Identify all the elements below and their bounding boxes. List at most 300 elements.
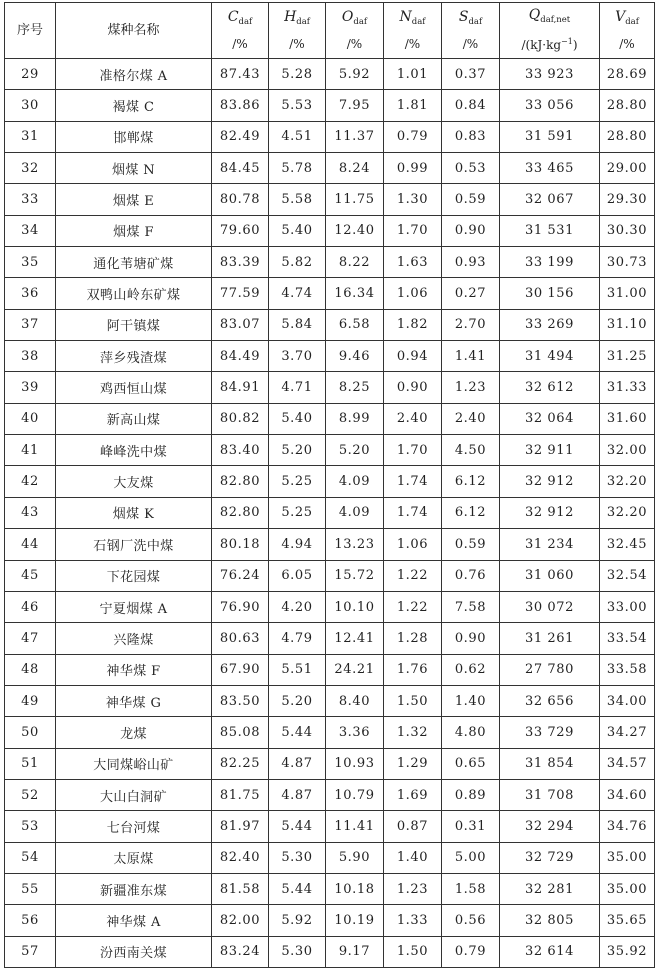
cell-o: 11.37: [326, 121, 384, 152]
cell-c: 81.97: [212, 811, 269, 842]
cell-q: 31 531: [500, 215, 600, 246]
cell-o: 6.58: [326, 309, 384, 340]
header-q-unit-sup: −1: [561, 37, 573, 46]
cell-v: 31.25: [600, 341, 655, 372]
cell-h: 5.30: [269, 842, 326, 873]
cell-q: 30 072: [500, 591, 600, 622]
cell-q: 32 656: [500, 685, 600, 716]
cell-no: 32: [5, 153, 56, 184]
cell-v: 35.65: [600, 905, 655, 936]
cell-v: 28.80: [600, 121, 655, 152]
cell-v: 34.60: [600, 779, 655, 810]
cell-s: 6.12: [442, 497, 500, 528]
cell-h: 4.51: [269, 121, 326, 152]
cell-o: 10.18: [326, 873, 384, 904]
cell-s: 0.84: [442, 90, 500, 121]
cell-h: 5.78: [269, 153, 326, 184]
coal-properties-table: [4, 2, 655, 968]
cell-s: 0.59: [442, 184, 500, 215]
cell-o: 24.21: [326, 654, 384, 685]
cell-no: 54: [5, 842, 56, 873]
cell-q: 33 729: [500, 717, 600, 748]
cell-no: 43: [5, 497, 56, 528]
cell-q: 32 281: [500, 873, 600, 904]
table-row: [5, 497, 655, 528]
cell-name: 双鸭山岭东矿煤: [56, 278, 212, 309]
header-q-subscript: daf,net: [540, 15, 571, 25]
cell-c: 76.90: [212, 591, 269, 622]
cell-c: 79.60: [212, 215, 269, 246]
cell-s: 0.83: [442, 121, 500, 152]
cell-name: 神华煤 G: [56, 685, 212, 716]
cell-o: 12.41: [326, 623, 384, 654]
cell-n: 1.74: [384, 497, 442, 528]
cell-s: 0.37: [442, 59, 500, 90]
cell-name: 通化苇塘矿煤: [56, 247, 212, 278]
cell-c: 84.49: [212, 341, 269, 372]
header-c-subscript: daf: [238, 16, 253, 27]
cell-c: 80.18: [212, 529, 269, 560]
cell-q: 33 056: [500, 90, 600, 121]
header-h-symbol: H: [284, 8, 297, 25]
header-name: 煤种名称: [56, 3, 212, 59]
cell-name: 烟煤 F: [56, 215, 212, 246]
cell-n: 0.87: [384, 811, 442, 842]
cell-no: 42: [5, 466, 56, 497]
cell-name: 邯郸煤: [56, 121, 212, 152]
header-q-unit: [521, 38, 577, 52]
cell-v: 28.80: [600, 90, 655, 121]
cell-v: 31.00: [600, 278, 655, 309]
table-row: [5, 372, 655, 403]
cell-name: 萍乡残渣煤: [56, 341, 212, 372]
cell-c: 67.90: [212, 654, 269, 685]
cell-n: 1.50: [384, 685, 442, 716]
cell-o: 15.72: [326, 560, 384, 591]
cell-name: 神华煤 F: [56, 654, 212, 685]
cell-v: 32.54: [600, 560, 655, 591]
cell-h: 5.84: [269, 309, 326, 340]
table-row: [5, 623, 655, 654]
cell-n: 1.30: [384, 184, 442, 215]
cell-q: 32 294: [500, 811, 600, 842]
cell-q: 30 156: [500, 278, 600, 309]
cell-no: 38: [5, 341, 56, 372]
table-row: [5, 717, 655, 748]
table-row: [5, 466, 655, 497]
cell-h: 5.44: [269, 811, 326, 842]
table-row: [5, 873, 655, 904]
cell-v: 35.00: [600, 873, 655, 904]
cell-no: 45: [5, 560, 56, 591]
header-o-symbol: O: [341, 8, 354, 25]
cell-c: 82.49: [212, 121, 269, 152]
cell-v: 31.33: [600, 372, 655, 403]
cell-no: 51: [5, 748, 56, 779]
cell-s: 0.65: [442, 748, 500, 779]
cell-n: 0.79: [384, 121, 442, 152]
cell-name: 神华煤 A: [56, 905, 212, 936]
cell-s: 0.76: [442, 560, 500, 591]
header-n-subscript: daf: [411, 16, 426, 27]
cell-name: 烟煤 K: [56, 497, 212, 528]
cell-n: 1.22: [384, 560, 442, 591]
cell-q: 33 923: [500, 59, 600, 90]
cell-v: 34.57: [600, 748, 655, 779]
cell-no: 56: [5, 905, 56, 936]
header-s-symbol: S: [458, 8, 469, 25]
cell-name: 宁夏烟煤 A: [56, 591, 212, 622]
header-c-symbol: C: [227, 8, 239, 25]
cell-n: 1.69: [384, 779, 442, 810]
cell-name: 大山白洞矿: [56, 779, 212, 810]
cell-h: 5.28: [269, 59, 326, 90]
cell-o: 10.93: [326, 748, 384, 779]
cell-c: 82.00: [212, 905, 269, 936]
cell-c: 81.75: [212, 779, 269, 810]
cell-no: 47: [5, 623, 56, 654]
cell-v: 31.10: [600, 309, 655, 340]
cell-no: 35: [5, 247, 56, 278]
cell-n: 1.29: [384, 748, 442, 779]
cell-h: 4.20: [269, 591, 326, 622]
header-s-subscript: daf: [468, 16, 483, 27]
cell-v: 32.00: [600, 435, 655, 466]
table-row: [5, 309, 655, 340]
cell-n: 1.50: [384, 936, 442, 967]
cell-s: 0.59: [442, 529, 500, 560]
cell-c: 83.39: [212, 247, 269, 278]
cell-s: 2.70: [442, 309, 500, 340]
cell-name: 准格尔煤 A: [56, 59, 212, 90]
cell-h: 5.44: [269, 717, 326, 748]
cell-name: 褐煤 C: [56, 90, 212, 121]
cell-o: 7.95: [326, 90, 384, 121]
cell-v: 33.54: [600, 623, 655, 654]
cell-c: 83.50: [212, 685, 269, 716]
cell-s: 0.56: [442, 905, 500, 936]
cell-o: 10.79: [326, 779, 384, 810]
cell-name: 汾西南关煤: [56, 936, 212, 967]
cell-v: 29.00: [600, 153, 655, 184]
table-row: [5, 215, 655, 246]
cell-o: 8.40: [326, 685, 384, 716]
cell-q: 32 911: [500, 435, 600, 466]
cell-q: 33 199: [500, 247, 600, 278]
cell-v: 30.30: [600, 215, 655, 246]
cell-no: 41: [5, 435, 56, 466]
cell-q: 31 708: [500, 779, 600, 810]
cell-q: 32 912: [500, 466, 600, 497]
table-row: [5, 529, 655, 560]
table-row: [5, 748, 655, 779]
cell-o: 10.19: [326, 905, 384, 936]
cell-c: 82.25: [212, 748, 269, 779]
cell-v: 29.30: [600, 184, 655, 215]
cell-v: 31.60: [600, 403, 655, 434]
cell-c: 82.40: [212, 842, 269, 873]
cell-h: 5.25: [269, 497, 326, 528]
cell-o: 8.24: [326, 153, 384, 184]
cell-s: 0.53: [442, 153, 500, 184]
cell-v: 32.20: [600, 466, 655, 497]
cell-s: 1.58: [442, 873, 500, 904]
cell-c: 84.91: [212, 372, 269, 403]
cell-n: 1.33: [384, 905, 442, 936]
cell-no: 57: [5, 936, 56, 967]
header-h: [269, 3, 326, 59]
cell-s: 0.62: [442, 654, 500, 685]
cell-n: 1.76: [384, 654, 442, 685]
cell-c: 77.59: [212, 278, 269, 309]
cell-name: 龙煤: [56, 717, 212, 748]
cell-c: 80.78: [212, 184, 269, 215]
cell-n: 1.63: [384, 247, 442, 278]
cell-q: 33 269: [500, 309, 600, 340]
cell-n: 1.22: [384, 591, 442, 622]
cell-q: 32 067: [500, 184, 600, 215]
table-row: [5, 90, 655, 121]
cell-s: 4.50: [442, 435, 500, 466]
cell-h: 4.79: [269, 623, 326, 654]
cell-c: 76.24: [212, 560, 269, 591]
cell-o: 10.10: [326, 591, 384, 622]
table-row: [5, 247, 655, 278]
cell-q: 31 234: [500, 529, 600, 560]
cell-v: 28.69: [600, 59, 655, 90]
header-c: [212, 3, 269, 59]
cell-name: 下花园煤: [56, 560, 212, 591]
cell-h: 4.71: [269, 372, 326, 403]
cell-n: 2.40: [384, 403, 442, 434]
cell-name: 鸡西恒山煤: [56, 372, 212, 403]
cell-o: 12.40: [326, 215, 384, 246]
table-row: [5, 779, 655, 810]
cell-h: 5.58: [269, 184, 326, 215]
header-v-unit: /%: [619, 36, 635, 51]
table-row: [5, 435, 655, 466]
cell-no: 30: [5, 90, 56, 121]
cell-v: 33.00: [600, 591, 655, 622]
cell-name: 大同煤峪山矿: [56, 748, 212, 779]
header-v-symbol: V: [615, 8, 626, 25]
cell-o: 11.75: [326, 184, 384, 215]
cell-o: 8.99: [326, 403, 384, 434]
header-q: [500, 3, 600, 59]
cell-h: 4.87: [269, 748, 326, 779]
cell-no: 36: [5, 278, 56, 309]
cell-h: 5.40: [269, 403, 326, 434]
cell-no: 40: [5, 403, 56, 434]
cell-name: 烟煤 N: [56, 153, 212, 184]
table-row: [5, 591, 655, 622]
cell-o: 11.41: [326, 811, 384, 842]
cell-h: 5.20: [269, 435, 326, 466]
cell-o: 4.09: [326, 497, 384, 528]
cell-o: 8.25: [326, 372, 384, 403]
cell-n: 1.40: [384, 842, 442, 873]
cell-s: 1.23: [442, 372, 500, 403]
cell-s: 4.80: [442, 717, 500, 748]
cell-s: 0.90: [442, 623, 500, 654]
cell-n: 1.81: [384, 90, 442, 121]
cell-h: 5.92: [269, 905, 326, 936]
header-s: [442, 3, 500, 59]
cell-v: 34.76: [600, 811, 655, 842]
cell-q: 33 465: [500, 153, 600, 184]
cell-q: 32 612: [500, 372, 600, 403]
cell-o: 5.90: [326, 842, 384, 873]
cell-name: 七台河煤: [56, 811, 212, 842]
cell-name: 烟煤 E: [56, 184, 212, 215]
header-q-unit-pre: /(kJ·kg: [521, 38, 562, 52]
cell-o: 13.23: [326, 529, 384, 560]
header-v-subscript: daf: [625, 16, 639, 27]
cell-v: 30.73: [600, 247, 655, 278]
table-row: [5, 278, 655, 309]
cell-name: 峰峰洗中煤: [56, 435, 212, 466]
cell-q: 32 614: [500, 936, 600, 967]
cell-s: 0.31: [442, 811, 500, 842]
cell-h: 4.87: [269, 779, 326, 810]
header-o-unit: /%: [346, 36, 363, 51]
table-row: [5, 936, 655, 967]
cell-s: 0.79: [442, 936, 500, 967]
cell-n: 1.82: [384, 309, 442, 340]
cell-c: 82.80: [212, 497, 269, 528]
cell-no: 50: [5, 717, 56, 748]
cell-v: 32.45: [600, 529, 655, 560]
cell-q: 31 261: [500, 623, 600, 654]
table-row: [5, 403, 655, 434]
header-n-unit: /%: [404, 36, 421, 51]
cell-n: 1.06: [384, 529, 442, 560]
cell-s: 0.90: [442, 215, 500, 246]
cell-o: 9.17: [326, 936, 384, 967]
cell-h: 5.82: [269, 247, 326, 278]
header-o-subscript: daf: [353, 16, 368, 27]
cell-h: 5.51: [269, 654, 326, 685]
cell-no: 48: [5, 654, 56, 685]
cell-o: 16.34: [326, 278, 384, 309]
cell-q: 31 854: [500, 748, 600, 779]
cell-no: 52: [5, 779, 56, 810]
header-h-subscript: daf: [296, 16, 310, 27]
cell-no: 37: [5, 309, 56, 340]
header-v: [600, 3, 655, 59]
header-n-symbol: N: [399, 8, 412, 25]
cell-c: 83.86: [212, 90, 269, 121]
cell-o: 3.36: [326, 717, 384, 748]
cell-c: 81.58: [212, 873, 269, 904]
cell-c: 83.24: [212, 936, 269, 967]
cell-n: 1.28: [384, 623, 442, 654]
cell-n: 1.23: [384, 873, 442, 904]
cell-v: 33.58: [600, 654, 655, 685]
cell-h: 6.05: [269, 560, 326, 591]
cell-s: 0.89: [442, 779, 500, 810]
cell-q: 32 064: [500, 403, 600, 434]
header-row: [5, 3, 655, 59]
cell-no: 34: [5, 215, 56, 246]
cell-n: 1.32: [384, 717, 442, 748]
cell-no: 39: [5, 372, 56, 403]
cell-c: 82.80: [212, 466, 269, 497]
header-o: [326, 3, 384, 59]
cell-h: 5.25: [269, 466, 326, 497]
header-q-symbol: Q: [528, 7, 541, 23]
cell-name: 石钢厂洗中煤: [56, 529, 212, 560]
cell-h: 5.44: [269, 873, 326, 904]
cell-no: 53: [5, 811, 56, 842]
cell-h: 4.94: [269, 529, 326, 560]
cell-h: 5.20: [269, 685, 326, 716]
cell-name: 太原煤: [56, 842, 212, 873]
cell-s: 6.12: [442, 466, 500, 497]
cell-name: 阿干镇煤: [56, 309, 212, 340]
cell-s: 7.58: [442, 591, 500, 622]
table-row: [5, 560, 655, 591]
header-no: 序号: [5, 3, 56, 59]
cell-v: 35.92: [600, 936, 655, 967]
cell-c: 80.63: [212, 623, 269, 654]
table-row: [5, 811, 655, 842]
cell-h: 3.70: [269, 341, 326, 372]
cell-o: 4.09: [326, 466, 384, 497]
cell-n: 1.01: [384, 59, 442, 90]
cell-o: 9.46: [326, 341, 384, 372]
table-row: [5, 59, 655, 90]
table-row: [5, 842, 655, 873]
cell-c: 80.82: [212, 403, 269, 434]
table-body: [5, 59, 655, 968]
cell-name: 大友煤: [56, 466, 212, 497]
cell-q: 27 780: [500, 654, 600, 685]
header-h-unit: /%: [289, 36, 305, 51]
cell-n: 0.90: [384, 372, 442, 403]
table-row: [5, 654, 655, 685]
header-n: [384, 3, 442, 59]
cell-n: 1.70: [384, 215, 442, 246]
cell-q: 31 494: [500, 341, 600, 372]
cell-c: 83.07: [212, 309, 269, 340]
cell-q: 32 912: [500, 497, 600, 528]
cell-o: 5.20: [326, 435, 384, 466]
cell-o: 5.92: [326, 59, 384, 90]
cell-c: 85.08: [212, 717, 269, 748]
table-row: [5, 153, 655, 184]
header-q-unit-post: ): [572, 38, 578, 52]
cell-n: 0.94: [384, 341, 442, 372]
cell-s: 0.27: [442, 278, 500, 309]
cell-v: 34.00: [600, 685, 655, 716]
header-c-unit: /%: [232, 36, 248, 51]
cell-no: 29: [5, 59, 56, 90]
cell-name: 兴隆煤: [56, 623, 212, 654]
cell-no: 49: [5, 685, 56, 716]
cell-s: 0.93: [442, 247, 500, 278]
cell-name: 新高山煤: [56, 403, 212, 434]
cell-c: 84.45: [212, 153, 269, 184]
cell-s: 1.41: [442, 341, 500, 372]
cell-n: 1.06: [384, 278, 442, 309]
table-row: [5, 685, 655, 716]
cell-n: 0.99: [384, 153, 442, 184]
table-row: [5, 184, 655, 215]
cell-no: 55: [5, 873, 56, 904]
cell-v: 35.00: [600, 842, 655, 873]
cell-no: 46: [5, 591, 56, 622]
